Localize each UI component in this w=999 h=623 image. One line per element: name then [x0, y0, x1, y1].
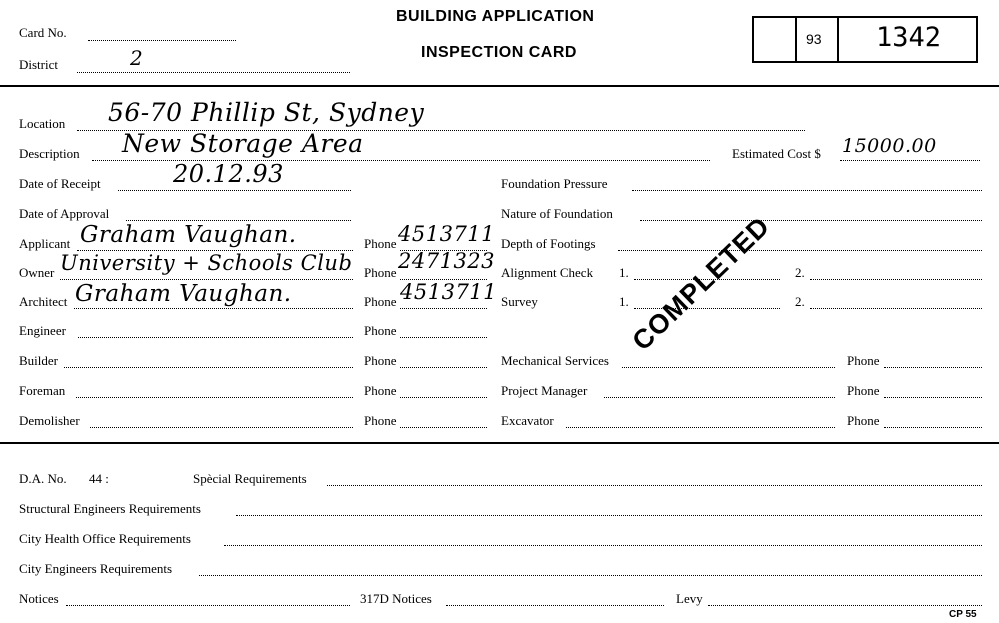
owner-phone-value: 2471323: [398, 249, 496, 273]
special-label: Spècial Requirements: [193, 471, 307, 486]
owner-phone-label: Phone: [364, 265, 397, 280]
structural-label: Structural Engineers Requirements: [19, 501, 201, 516]
survey-line2: [810, 308, 982, 309]
alignment-line2: [810, 279, 982, 280]
alignment-label: Alignment Check: [501, 265, 594, 280]
nature-foundation-label: Nature of Foundation: [501, 206, 613, 221]
notices-label: Notices: [19, 591, 59, 606]
architect-phone-line: [400, 308, 487, 309]
notices-line: [66, 605, 350, 606]
demolisher-phone-line: [400, 427, 487, 428]
depth-footings-label: Depth of Footings: [501, 236, 596, 251]
foreman-phone-line: [400, 397, 487, 398]
engineer-label: Engineer: [19, 323, 66, 338]
demolisher-phone-label: Phone: [364, 413, 397, 428]
demolisher-label: Demolisher: [19, 413, 80, 428]
architect-phone-label: Phone: [364, 294, 397, 309]
foreman-phone-label: Phone: [364, 383, 397, 398]
levy-label: Levy: [676, 591, 703, 606]
project-manager-phone-line: [884, 397, 982, 398]
location-value: 56-70 Phillip St, Sydney: [108, 98, 425, 127]
demolisher-line: [90, 427, 353, 428]
applicant-value: Graham Vaughan.: [80, 222, 297, 248]
title-line2: INSPECTION CARD: [421, 44, 577, 61]
builder-phone-line: [400, 367, 487, 368]
foreman-line: [76, 397, 353, 398]
survey-label: Survey: [501, 294, 538, 309]
owner-value: University + Schools Club: [60, 251, 353, 275]
card-number-value: 1342: [876, 22, 942, 53]
foundation-pressure-label: Foundation Pressure: [501, 176, 608, 191]
mechanical-phone-label: Phone: [847, 353, 880, 368]
builder-line: [64, 367, 353, 368]
survey-num1: 1.: [619, 294, 629, 309]
description-label: Description: [19, 146, 80, 161]
form-code: CP 55: [949, 609, 977, 620]
health-label: City Health Office Requirements: [19, 531, 191, 546]
survey-num2: 2.: [795, 294, 805, 309]
project-manager-phone-label: Phone: [847, 383, 880, 398]
engineers-label: City Engineers Requirements: [19, 561, 173, 576]
foreman-label: Foreman: [19, 383, 66, 398]
header-rule: [0, 85, 999, 87]
applicant-phone-label: Phone: [364, 236, 397, 251]
builder-phone-label: Phone: [364, 353, 397, 368]
mechanical-phone-line: [884, 367, 982, 368]
special-line: [327, 485, 982, 486]
foundation-pressure-line: [632, 190, 982, 191]
receipt-line: [118, 190, 351, 191]
approval-line: [126, 220, 351, 221]
card-no-line: [88, 40, 236, 41]
excavator-label: Excavator: [501, 413, 554, 428]
alignment-num1: 1.: [619, 265, 629, 280]
engineer-phone-label: Phone: [364, 323, 397, 338]
nature-foundation-line: [640, 220, 982, 221]
estimated-cost-label: Estimated Cost $: [732, 146, 821, 161]
box-divider-1: [795, 16, 797, 63]
engineer-line: [78, 337, 353, 338]
excavator-phone-label: Phone: [847, 413, 880, 428]
owner-label: Owner: [19, 265, 55, 280]
receipt-label: Date of Receipt: [19, 176, 101, 191]
mechanical-line: [622, 367, 835, 368]
mechanical-label: Mechanical Services: [501, 353, 609, 368]
depth-footings-line: [618, 250, 982, 251]
completed-stamp: COMPLETED: [626, 210, 776, 357]
card-no-label: Card No.: [19, 25, 67, 40]
district-label: District: [19, 57, 58, 72]
box-divider-2: [837, 16, 839, 63]
card-number-box: [752, 16, 978, 63]
estimated-cost-line: [840, 160, 980, 161]
estimated-cost-value: 15000.00: [842, 135, 937, 157]
receipt-value: 20.12.93: [173, 160, 284, 188]
architect-value: Graham Vaughan.: [75, 281, 292, 307]
year-value: 93: [806, 31, 822, 47]
project-manager-line: [604, 397, 835, 398]
builder-label: Builder: [19, 353, 58, 368]
317d-label: 317D Notices: [360, 591, 432, 606]
district-value: 2: [130, 46, 144, 70]
architect-label: Architect: [19, 294, 68, 309]
district-line: [77, 72, 350, 73]
alignment-num2: 2.: [795, 265, 805, 280]
description-value: New Storage Area: [122, 129, 364, 158]
health-line: [224, 545, 982, 546]
da-value: 44 :: [89, 471, 109, 486]
excavator-line: [566, 427, 835, 428]
location-label: Location: [19, 116, 66, 131]
project-manager-label: Project Manager: [501, 383, 588, 398]
317d-line: [446, 605, 664, 606]
title-line1: BUILDING APPLICATION: [396, 8, 595, 25]
architect-line: [74, 308, 353, 309]
applicant-label: Applicant: [19, 236, 71, 251]
levy-line: [708, 605, 982, 606]
structural-line: [236, 515, 982, 516]
engineers-line: [199, 575, 982, 576]
engineer-phone-line: [400, 337, 487, 338]
architect-phone-value: 4513711: [400, 280, 498, 304]
excavator-phone-line: [884, 427, 982, 428]
da-label: D.A. No.: [19, 471, 67, 486]
approval-label: Date of Approval: [19, 206, 110, 221]
owner-line: [60, 279, 353, 280]
footer-rule: [0, 442, 999, 444]
applicant-phone-value: 4513711: [398, 222, 496, 246]
